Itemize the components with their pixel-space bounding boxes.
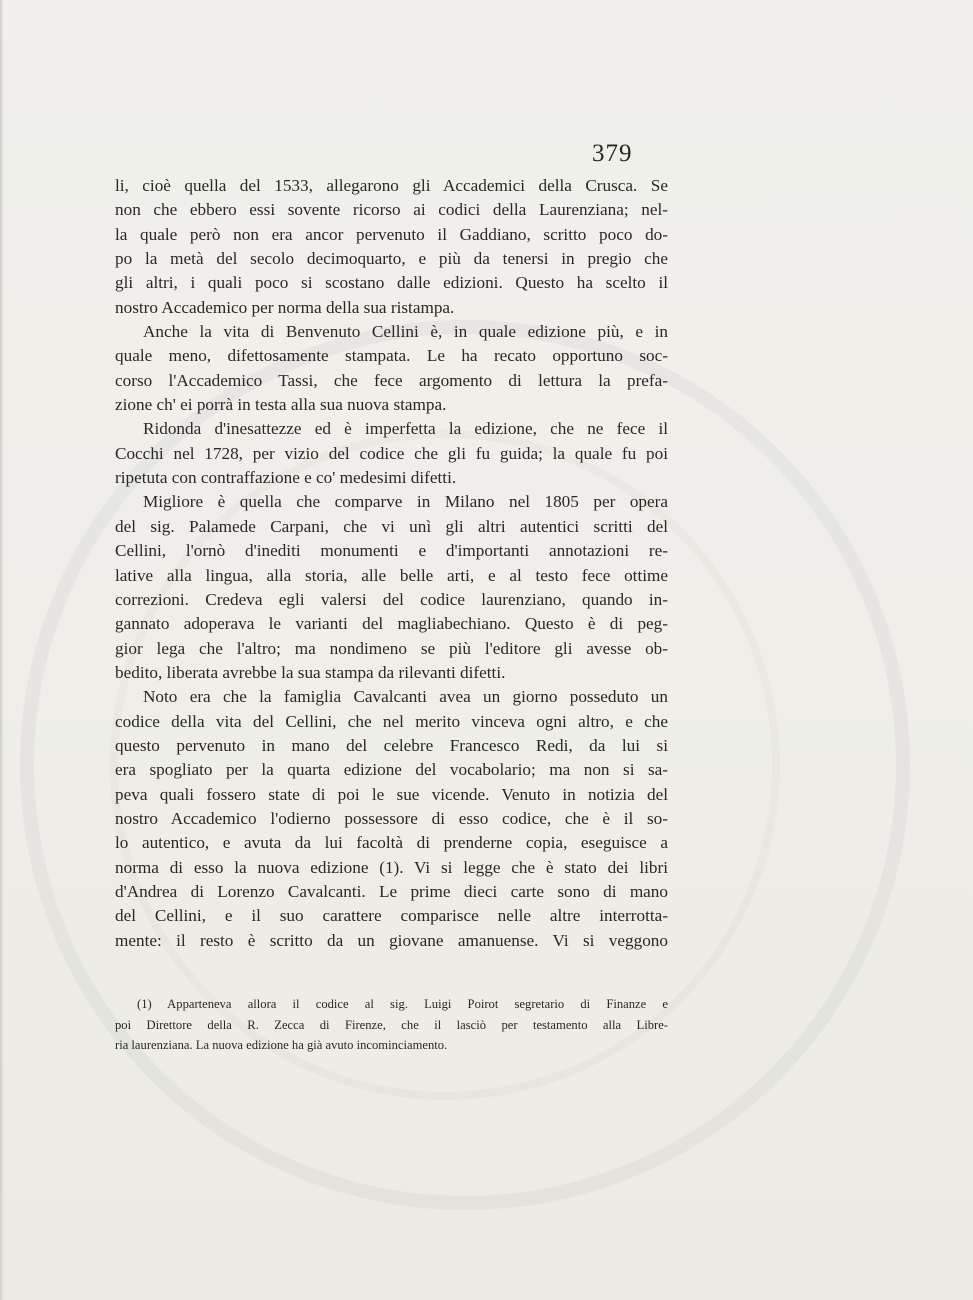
footnote-line: ria laurenziana. La nuova edizione ha già avuto incominciamento.	[115, 1038, 448, 1052]
body-line: del Cellini, e il suo carattere comparisce nelle altre interrotta-	[115, 906, 668, 926]
body-line: d'Andrea di Lorenzo Cavalcanti. Le prime dieci carte sono di mano	[115, 881, 668, 901]
body-line: gli altri, i quali poco si scostano dalle edizioni. Questo ha scelto il	[115, 273, 668, 293]
body-line: Cellini, l'ornò d'inediti monumenti e d'importanti annotazioni re-	[115, 541, 668, 561]
body-line: li, cioè quella del 1533, allegarono gli Accademici della Crusca. Se	[115, 176, 668, 195]
body-line: mente: il resto è scritto da un giovane amanuense. Vi si veggono	[115, 930, 668, 950]
body-line: la quale però non era ancor pervenuto il Gaddiano, scritto poco do-	[115, 224, 668, 244]
body-line: Migliore è quella che comparve in Milano nel 1805 per opera	[143, 492, 668, 512]
body-line: peva quali fossero state di poi le sue vicende. Venuto in notizia del	[115, 784, 668, 804]
body-line: po la metà del secolo decimoquarto, e più da tenersi in pregio che	[115, 249, 668, 269]
body-line: questo pervenuto in mano del celebre Francesco Redi, da lui si	[115, 735, 668, 755]
body-line: corso l'Accademico Tassi, che fece argomento di lettura la prefa-	[115, 370, 668, 390]
body-line: nostro Accademico l'odierno possessore di esso codice, che è il so-	[115, 808, 668, 828]
body-line: gior lega che l'altro; ma nondimeno se più l'editore gli avesse ob-	[115, 638, 668, 658]
body-line: codice della vita del Cellini, che nel merito vinceva ogni altro, e che	[115, 711, 668, 731]
body-line: gannato adoperava le varianti del magliabechiano. Questo è di peg-	[115, 614, 668, 634]
footnote	[115, 994, 668, 1056]
footnote-line: (1) Apparteneva allora il codice al sig. Luigi Poirot segretario di Finanze e	[137, 997, 668, 1011]
body-line: lo autentico, e avuta da lui facoltà di prenderne copia, eseguisce a	[115, 833, 668, 853]
body-line: non che ebbero essi sovente ricorso ai codici della Laurenziana; nel-	[115, 200, 668, 220]
body-line: norma di esso la nuova edizione (1). Vi si legge che è stato dei libri	[115, 857, 668, 877]
body-line: Noto era che la famiglia Cavalcanti avea un giorno posseduto un	[143, 687, 668, 707]
body-line: nostro Accademico per norma della sua ristampa.	[115, 297, 455, 317]
body-line: del sig. Palamede Carpani, che vi unì gli altri autentici scritti del	[115, 516, 668, 536]
page-number: 379	[592, 140, 633, 167]
body-line: correzioni. Credeva egli valersi del codice laurenziano, quando in-	[115, 589, 668, 609]
page-edge-shadow	[0, 0, 4, 1300]
body-line: Anche la vita di Benvenuto Cellini è, in quale edizione più, e in	[143, 322, 668, 342]
body-line: zione ch' ei porrà in testa alla sua nuova stampa.	[115, 395, 447, 415]
body-text	[115, 174, 668, 953]
body-line: ripetuta con contraffazione e co' medesimi difetti.	[115, 468, 457, 488]
body-line: era spogliato per la quarta edizione del vocabolario; ma non si sa-	[115, 760, 668, 780]
body-line: quale meno, difettosamente stampata. Le ha recato opportuno soc-	[115, 346, 668, 366]
body-line: Ridonda d'inesattezze ed è imperfetta la edizione, che ne fece il	[143, 419, 668, 439]
body-line: Cocchi nel 1728, per vizio del codice che gli fu guida; la quale fu poi	[115, 443, 668, 463]
footnote-line: poi Direttore della R. Zecca di Firenze, che il lasciò per testamento alla Libre-	[115, 1017, 668, 1032]
body-line: lative alla lingua, alla storia, alle belle arti, e al testo fece ottime	[115, 565, 668, 585]
body-line: bedito, liberata avrebbe la sua stampa da rilevanti difetti.	[115, 662, 506, 682]
